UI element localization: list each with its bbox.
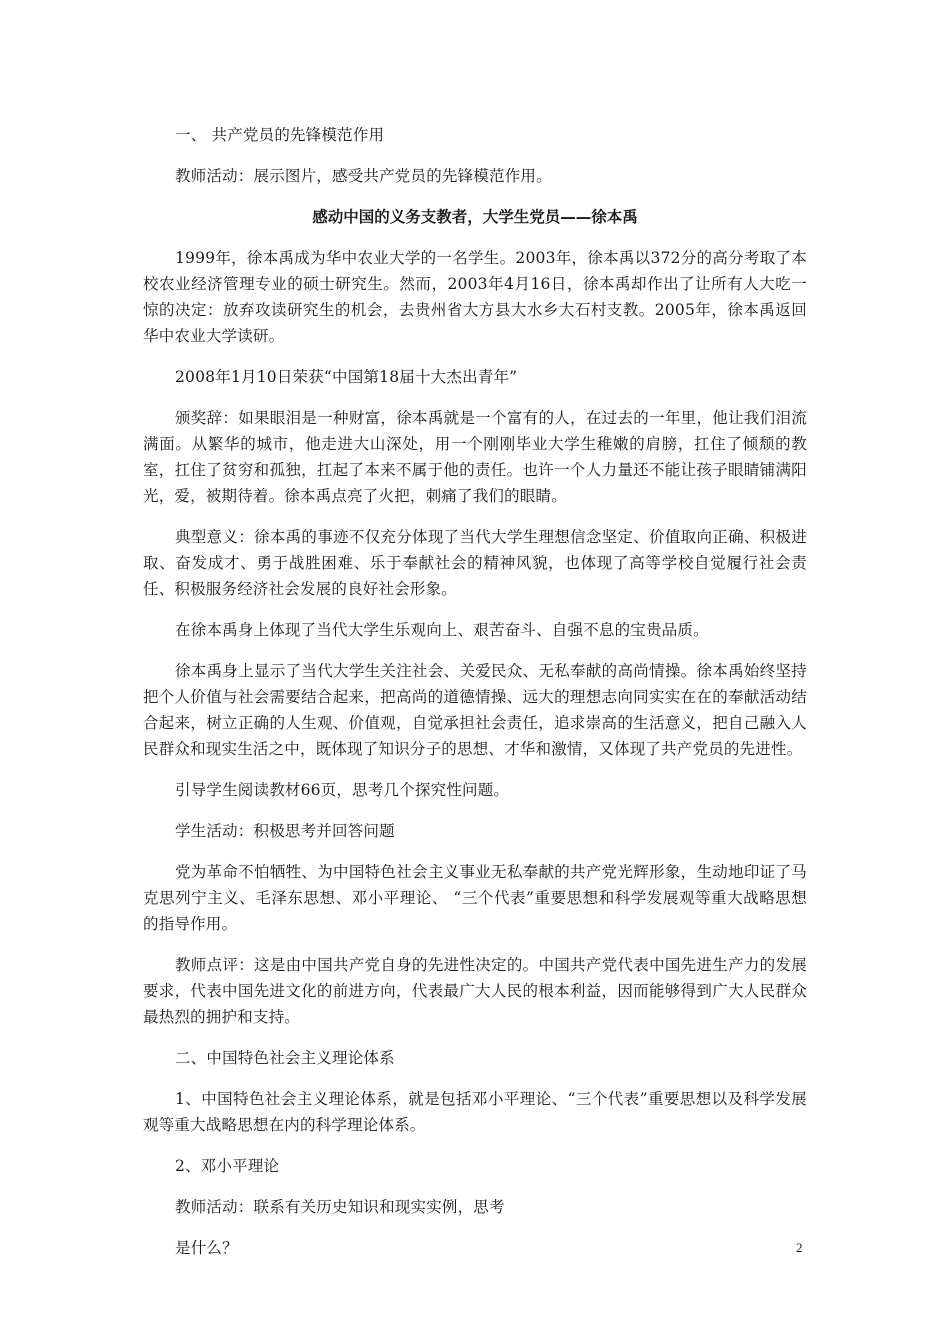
award-citation-paragraph: 颁奖辞：如果眼泪是一种财富，徐本禹就是一个富有的人，在过去的一年里，他让我们泪流满面。从繁华的城市，他走进大山深处，用一个刚刚毕业大学生稚嫩的肩膀，扛住了倾颓的教室，扛住了贫穷和孤独，扛起了本来不属于他的责任。也许一个人力量还不能让孩子眼睛铺满阳光，爱，被期待着。徐本禹点亮了火把，刺痛了我们的眼睛。 (143, 409, 807, 505)
teacher-comment-paragraph: 教师点评：这是由中国共产党自身的先进性决定的。中国共产党代表中国先进生产力的发展要求，代表中国先进文化的前进方向，代表最广大人民的根本利益，因而能够得到广大人民群众最热烈的拥护和支持。 (143, 956, 807, 1026)
theory-system-paragraph: 1、中国特色社会主义理论体系，就是包括邓小平理论、“三个代表”重要思想以及科学发展观等重大战略思想在内的科学理论体系。 (143, 1090, 807, 1134)
question-paragraph: 是什么？ (175, 1239, 238, 1257)
significance-paragraph: 典型意义：徐本禹的事迹不仅充分体现了当代大学生理想信念坚定、价值取向正确、积极进取、奋发成才、勇于战胜困难、乐于奉献社会的精神风貌，也体现了高等学校自觉履行社会责任、积极服务经济社会发展的良好社会形象。 (143, 528, 807, 598)
section-heading-2: 二、中国特色社会主义理论体系 (175, 1049, 395, 1067)
deng-theory-heading: 2、邓小平理论 (175, 1157, 280, 1175)
reading-guide-paragraph: 引导学生阅读教材66页，思考几个探究性问题。 (175, 781, 510, 799)
teacher-activity-paragraph: 教师活动：展示图片，感受共产党员的先锋模范作用。 (175, 167, 552, 185)
student-activity-paragraph: 学生活动：积极思考并回答问题 (175, 822, 395, 840)
qualities-paragraph: 在徐本禹身上体现了当代大学生乐观向上、艰苦奋斗、自强不息的宝贵品质。 (175, 621, 709, 639)
teacher-activity-2-paragraph: 教师活动：联系有关历史知识和现实实例，思考 (175, 1198, 505, 1216)
page-number: 2 (796, 1240, 803, 1255)
biography-paragraph: 1999年，徐本禹成为华中农业大学的一名学生。2003年，徐本禹以372分的高分考取了本校农业经济管理专业的硕士研究生。然而，2003年4月16日，徐本禹却作出了让所有人大吃一惊的决定：放弃攻读研究生的机会，去贵州省大方县大水乡大石村支教。2005年，徐本禹返回华中农业大学读研。 (143, 249, 807, 345)
award-paragraph: 2008年1月10日荣获“中国第18届十大杰出青年” (175, 368, 518, 386)
party-image-paragraph: 党为革命不怕牺牲、为中国特色社会主义事业无私奉献的共产党光辉形象，生动地印证了马克思列宁主义、毛泽东思想、邓小平理论、 “三个代表”重要思想和科学发展观等重大战略思想的指导作用。 (143, 863, 807, 933)
section-heading-1: 一、 共产党员的先锋模范作用 (175, 126, 385, 144)
story-title: 感动中国的义务支教者，大学生党员——徐本禹 (312, 208, 638, 226)
sentiment-paragraph: 徐本禹身上显示了当代大学生关注社会、关爱民众、无私奉献的高尚情操。徐本禹始终坚持把个人价值与社会需要结合起来，把高尚的道德情操、远大的理想志向同实实在在的奉献活动结合起来，树立正确的人生观、价值观，自觉承担社会责任，追求崇高的生活意义，把自己融入人民群众和现实生活之中，既体现了知识分子的思想、才华和激情，又体现了共产党员的先进性。 (143, 662, 807, 758)
page-content (143, 122, 807, 1276)
